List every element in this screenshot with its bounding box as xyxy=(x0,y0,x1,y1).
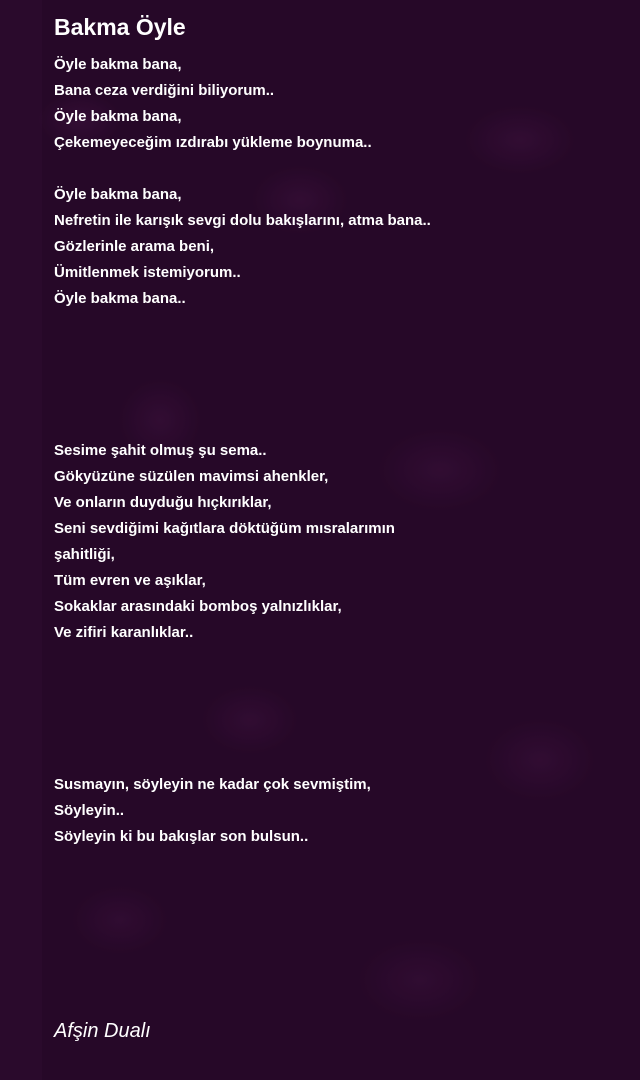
poem-line: Ve onların duyduğu hıçkırıklar, xyxy=(54,494,272,511)
poem-line: Seni sevdiğimi kağıtlara döktüğüm mısralarımın xyxy=(54,520,395,537)
poem-stanza-3 xyxy=(54,438,395,646)
poem-line: Çekemeyeceğim ızdırabı yükleme boynuma.. xyxy=(54,134,372,151)
poem-line: Susmayın, söyleyin ne kadar çok sevmiştim, xyxy=(54,776,371,793)
poem-line: Sesime şahit olmuş şu sema.. xyxy=(54,442,267,459)
poem-line: Tüm evren ve aşıklar, xyxy=(54,572,206,589)
poem-line: Öyle bakma bana, xyxy=(54,186,182,203)
poem-line: şahitliği, xyxy=(54,546,115,563)
poem-line: Öyle bakma bana.. xyxy=(54,290,186,307)
poem-line: Sokaklar arasındaki bomboş yalnızlıklar, xyxy=(54,598,342,615)
poem-line: Ümitlenmek istemiyorum.. xyxy=(54,264,241,281)
poem-line: Söyleyin ki bu bakışlar son bulsun.. xyxy=(54,828,309,845)
poem-line: Bana ceza verdiğini biliyorum.. xyxy=(54,82,275,99)
poem-stanza-4 xyxy=(54,772,371,850)
poem-line: Öyle bakma bana, xyxy=(54,56,182,73)
poem-line: Gökyüzüne süzülen mavimsi ahenkler, xyxy=(54,468,329,485)
poem-author: Afşin Dualı xyxy=(54,1020,151,1042)
poem-line: Ve zifiri karanlıklar.. xyxy=(54,624,194,641)
poem-line: Nefretin ile karışık sevgi dolu bakışlarını, atma bana.. xyxy=(54,212,431,229)
poem-line: Gözlerinle arama beni, xyxy=(54,238,215,255)
poem-stanza-2 xyxy=(54,182,431,312)
poem-stanza-1 xyxy=(54,52,372,156)
poem-line: Söyleyin.. xyxy=(54,802,125,819)
poem-line: Öyle bakma bana, xyxy=(54,108,182,125)
poem-title: Bakma Öyle xyxy=(54,14,186,40)
